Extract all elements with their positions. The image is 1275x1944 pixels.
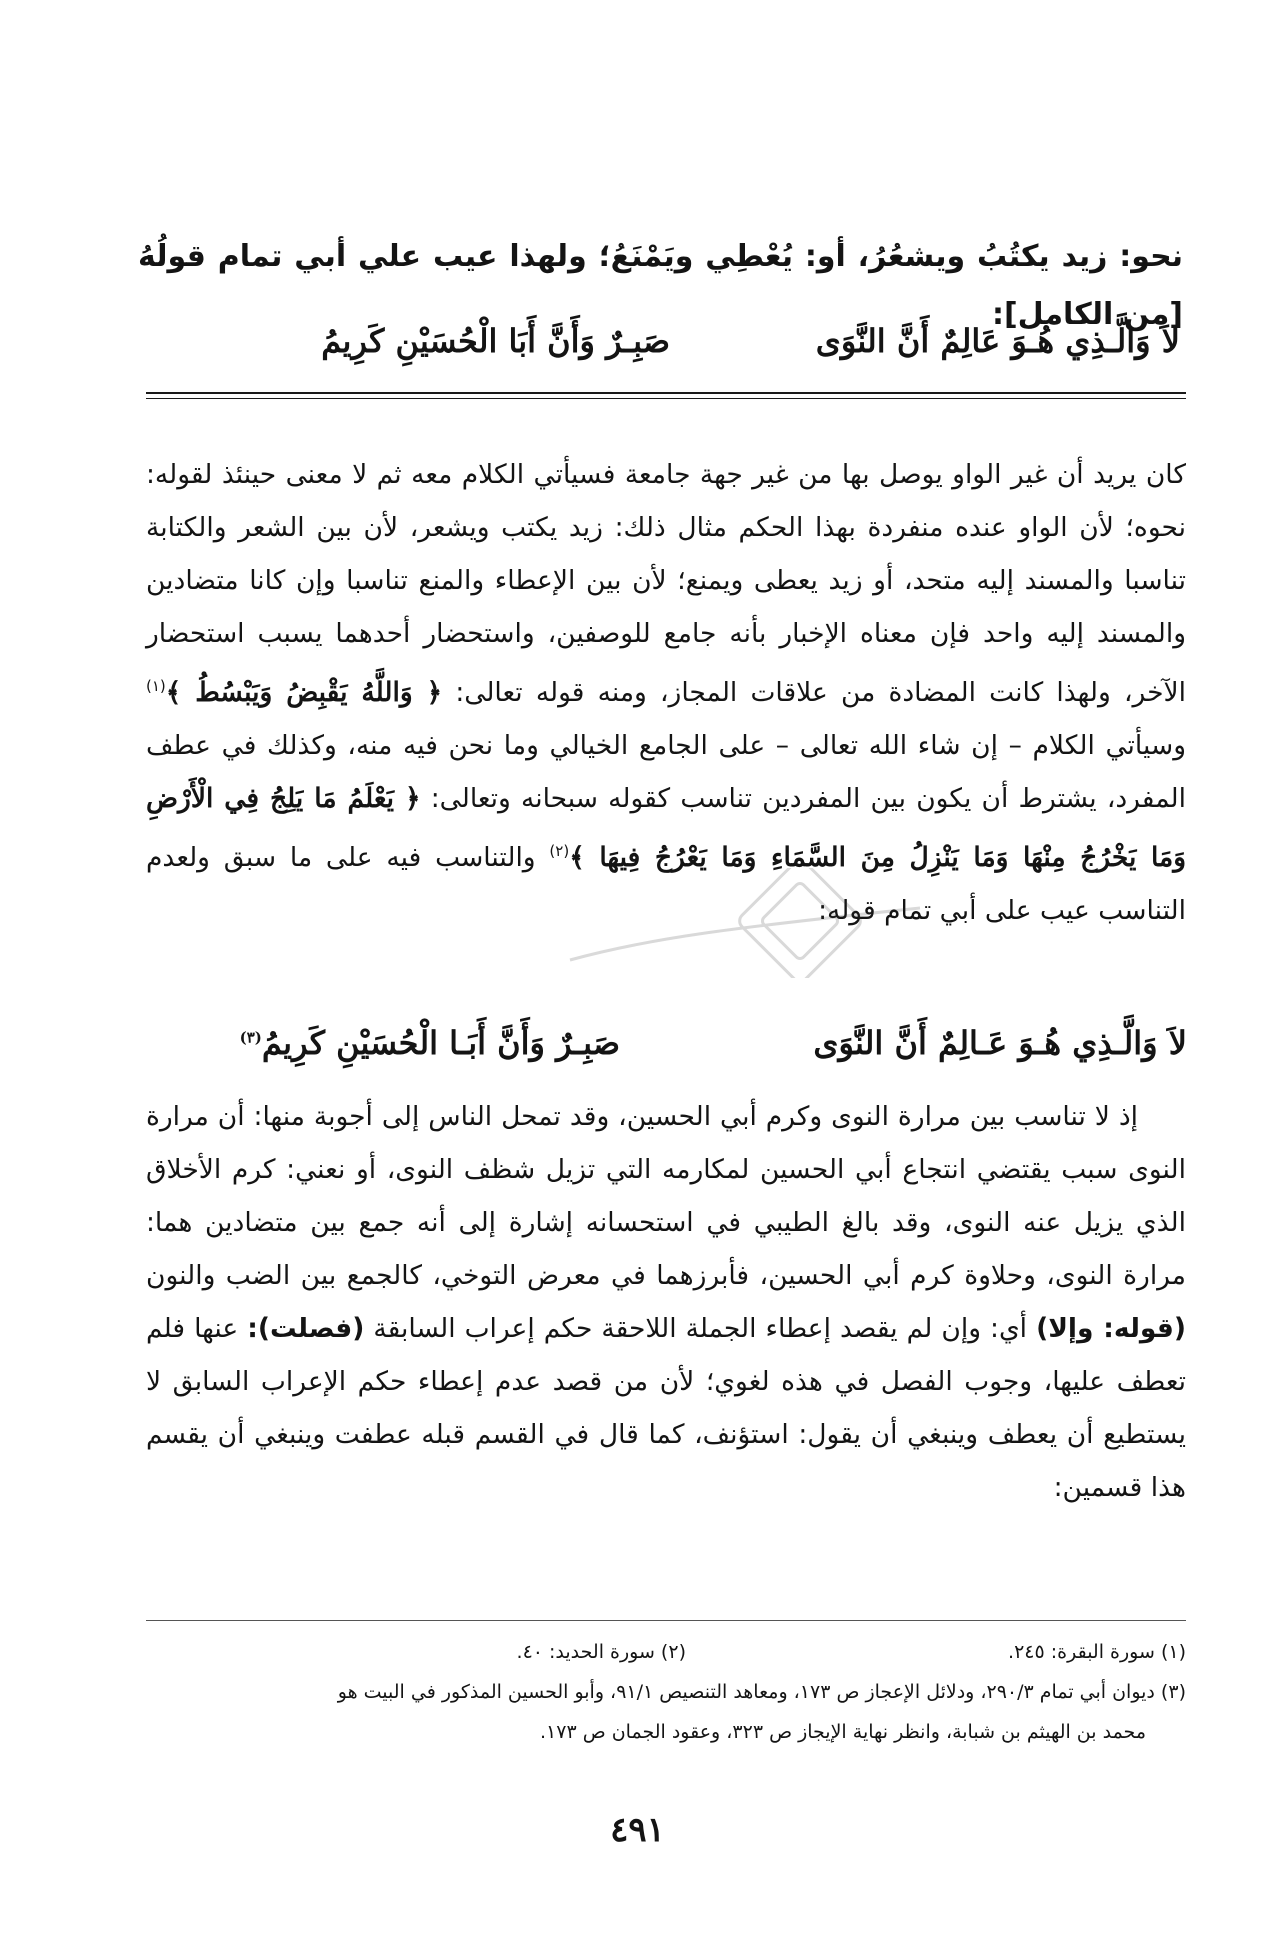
commentary-block-1 <box>146 448 1186 937</box>
commentary-text: والتناسب فيه على ما سبق ولعدم التناسب عيب على أبي تمام قوله: <box>146 841 1186 926</box>
footnote-3-continued: محمد بن الهيثم بن شبابة، وانظر نهاية الإيجاز ص ٣٢٣، وعقود الجمان ص ١٧٣. <box>540 1721 1146 1743</box>
verse2-second-text: صَبِـرٌ وَأَنَّ أَبَـا الْحُسَيْنِ كَرِيمُ <box>261 1024 620 1062</box>
commentary-text: كان يريد أن غير الواو يوصل بها من غير جهة جامعة فسيأتي الكلام معه ثم لا معنى حينئذ لقوله: نحوه؛ لأن الواو عنده منفردة بهذا الحكم مثال ذلك: زيد يكتب ويشعر، لأن بين الشعر والكتابة تناسبا والمسند إليه متحد، أو زيد يعطى ويمنع؛ لأن بين الإعطاء والمنع تناسبا وإن كانا متضادين والمسند إليه واحد فإن معناه الإخبار بأنه جامع للوصفين، واستحضار أحدهما يسبب استحضار الآخر، ولهذا كانت المضادة من علاقات المجاز، ومنه قوله تعالى: <box>146 459 1186 708</box>
quran-verse-2: ﴿ يَعْلَمُ مَا يَلِجُ فِي الْأَرْضِ وَمَا يَخْرُجُ مِنْهَا وَمَا يَنْزِلُ مِنَ السَّمَاءِ وَمَا يَعْرُجُ فِيهَا ﴾ <box>146 782 1187 873</box>
matn-separator-line <box>146 392 1186 394</box>
verse2-first-hemistich: لاَ وَالَّـذِي هُـوَ عَـالِمٌ أَنَّ النَّوَى <box>813 1024 1187 1062</box>
verse1-first-hemistich: لاَ وَالَّـذِي هُـوَ عَالِمٌ أَنَّ النَّوَى <box>815 322 1180 360</box>
bold-quote-2: (فصلت): <box>247 1313 365 1344</box>
verse2-second-hemistich <box>200 1024 620 1062</box>
footnote-row <box>130 1632 1186 1672</box>
footnote-ref-3: (٣) <box>239 1028 262 1047</box>
matn-separator-line-thin <box>146 398 1186 399</box>
commentary-text: إذ لا تناسب بين مرارة النوى وكرم أبي الحسين، وقد تمحل الناس إلى أجوبة منها: أن مرارة النوى سبب يقتضي انتجاع أبي الحسين لمكارمه التي تزيل شظف النوى، أو نعني: كرم الأخلاق الذي يزيل عنه النوى، وقد بالغ الطيبي في استحسانه إشارة إلى أنه جمع بين متضادين هما: مرارة النوى، وحلاوة كرم أبي الحسين، فأبرزهما في معرض التوخي، كالجمع بين الضب والنون <box>146 1101 1186 1291</box>
verse1-second-hemistich: صَبِـرٌ وَأَنَّ أَبَا الْحُسَيْنِ كَرِيمُ <box>321 322 670 360</box>
matn-line: نحو: زيد يكتُبُ ويشعُرُ، أو: يُعْطِي ويَمْنَعُ؛ ولهذا عيب علي أبي تمام قولُهُ [من الكامل]: <box>138 239 1183 332</box>
commentary-text: وسيأتي الكلام – إن شاء الله تعالى – على الجامع الخيالي وما نحن فيه منه، وكذلك في عطف المفرد، يشترط أن يكون بين المفردين تناسب كقوله سبحانه وتعالى: <box>146 729 1186 814</box>
footnote-1: (١) سورة البقرة: ٢٤٥. <box>1008 1641 1186 1663</box>
footnote-3: (٣) ديوان أبي تمام ٢٩٠/٣، ودلائل الإعجاز ص ١٧٣، ومعاهد التنصيص ٩١/١، وأبو الحسين المذكور في البيت هو <box>337 1681 1186 1703</box>
footnote-separator <box>146 1620 1186 1621</box>
footnotes <box>130 1632 1186 1752</box>
bold-quote-1: (قوله: وإلا) <box>1036 1313 1186 1344</box>
footnote-ref-2: (٢) <box>549 841 570 860</box>
commentary-block-2 <box>146 1090 1186 1514</box>
commentary-text: أي: وإن لم يقصد إعطاء الجملة اللاحقة حكم إعراب السابقة <box>373 1313 1028 1344</box>
commentary-text: عنها فلم تعطف عليها، وجوب الفصل في هذه لغوي؛ لأن من قصد عدم إعطاء حكم الإعراب السابق لا يستطيع أن يعطف وينبغي أن يقول: استؤنف، كما قال في القسم قبله عطفت وينبغي أن يقسم هذا قسمين: <box>146 1313 1186 1503</box>
footnote-2: (٢) سورة الحديد: ٤٠. <box>516 1641 686 1663</box>
quran-verse-1: ﴿ وَاللَّهُ يَقْبِضُ وَيَبْسُطُ ﴾ <box>165 676 443 708</box>
page-number: ٤٩١ <box>610 1810 665 1850</box>
footnote-ref-1: (١) <box>146 677 166 695</box>
